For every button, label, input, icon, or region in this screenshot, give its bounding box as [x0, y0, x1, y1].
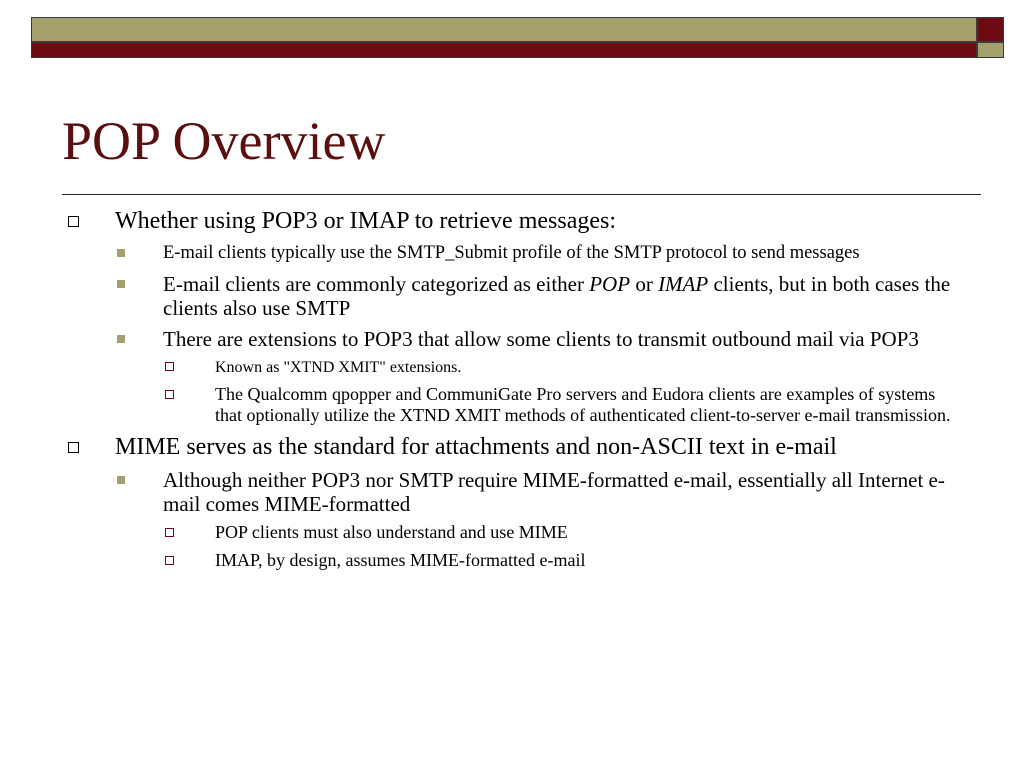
- hollow-square-bullet-icon: [68, 216, 79, 227]
- filled-square-bullet-icon: [117, 476, 125, 484]
- hollow-square-bullet-icon: [165, 390, 174, 399]
- text-italic: POP: [589, 272, 631, 296]
- bullet-text: POP clients must also understand and use MIME: [215, 522, 568, 542]
- bullet-level3: [62, 356, 962, 378]
- bullet-text: MIME serves as the standard for attachments and non-ASCII text in e-mail: [115, 434, 837, 460]
- bullet-text: There are extensions to POP3 that allow some clients to transmit outbound mail via POP3: [163, 327, 919, 351]
- bullet-text: Known as "XTND XMIT" extensions.: [215, 359, 462, 376]
- hollow-square-bullet-icon: [165, 556, 174, 565]
- bullet-level2: [62, 468, 962, 516]
- header-bar-maroon: [31, 42, 977, 58]
- filled-square-bullet-icon: [117, 249, 125, 257]
- bullet-level3: [62, 550, 962, 571]
- text-segment: E-mail clients are commonly categorized as either: [163, 272, 590, 296]
- title-divider: [62, 194, 981, 195]
- header-bar-olive: [31, 17, 977, 42]
- bullet-level3: [62, 384, 962, 426]
- slide-body: [62, 208, 962, 571]
- header-square-maroon: [977, 17, 1004, 42]
- text-segment: clients, but in both cases the clients also use SMTP: [163, 272, 951, 320]
- hollow-square-bullet-icon: [165, 528, 174, 537]
- hollow-square-bullet-icon: [68, 442, 79, 453]
- filled-square-bullet-icon: [117, 335, 125, 343]
- slide-title: POP Overview: [62, 111, 386, 171]
- bullet-level2: [62, 242, 962, 264]
- bullet-text: IMAP, by design, assumes MIME-formatted e-mail: [215, 550, 586, 570]
- text-italic: IMAP: [658, 272, 709, 296]
- bullet-level1: [62, 434, 962, 461]
- bullet-text: The Qualcomm qpopper and CommuniGate Pro servers and Eudora clients are examples of systems that optionally utilize the XTND XMIT methods of authenticated client-to-server e-mail transmission.: [215, 384, 951, 425]
- bullet-level2: [62, 327, 962, 351]
- bullet-text: Whether using POP3 or IMAP to retrieve messages:: [115, 208, 617, 234]
- bullet-level2: [62, 272, 962, 320]
- hollow-square-bullet-icon: [165, 362, 174, 371]
- text-segment: or: [630, 272, 659, 296]
- header-square-olive: [977, 42, 1004, 58]
- filled-square-bullet-icon: [117, 280, 125, 288]
- bullet-level3: [62, 522, 962, 543]
- bullet-text: Although neither POP3 nor SMTP require MIME-formatted e-mail, essentially all Internet e-mail comes MIME-formatted: [163, 468, 945, 516]
- bullet-level1: [62, 208, 962, 235]
- bullet-text: E-mail clients typically use the SMTP_Submit profile of the SMTP protocol to send messages: [163, 243, 860, 263]
- bullet-text: [163, 272, 950, 320]
